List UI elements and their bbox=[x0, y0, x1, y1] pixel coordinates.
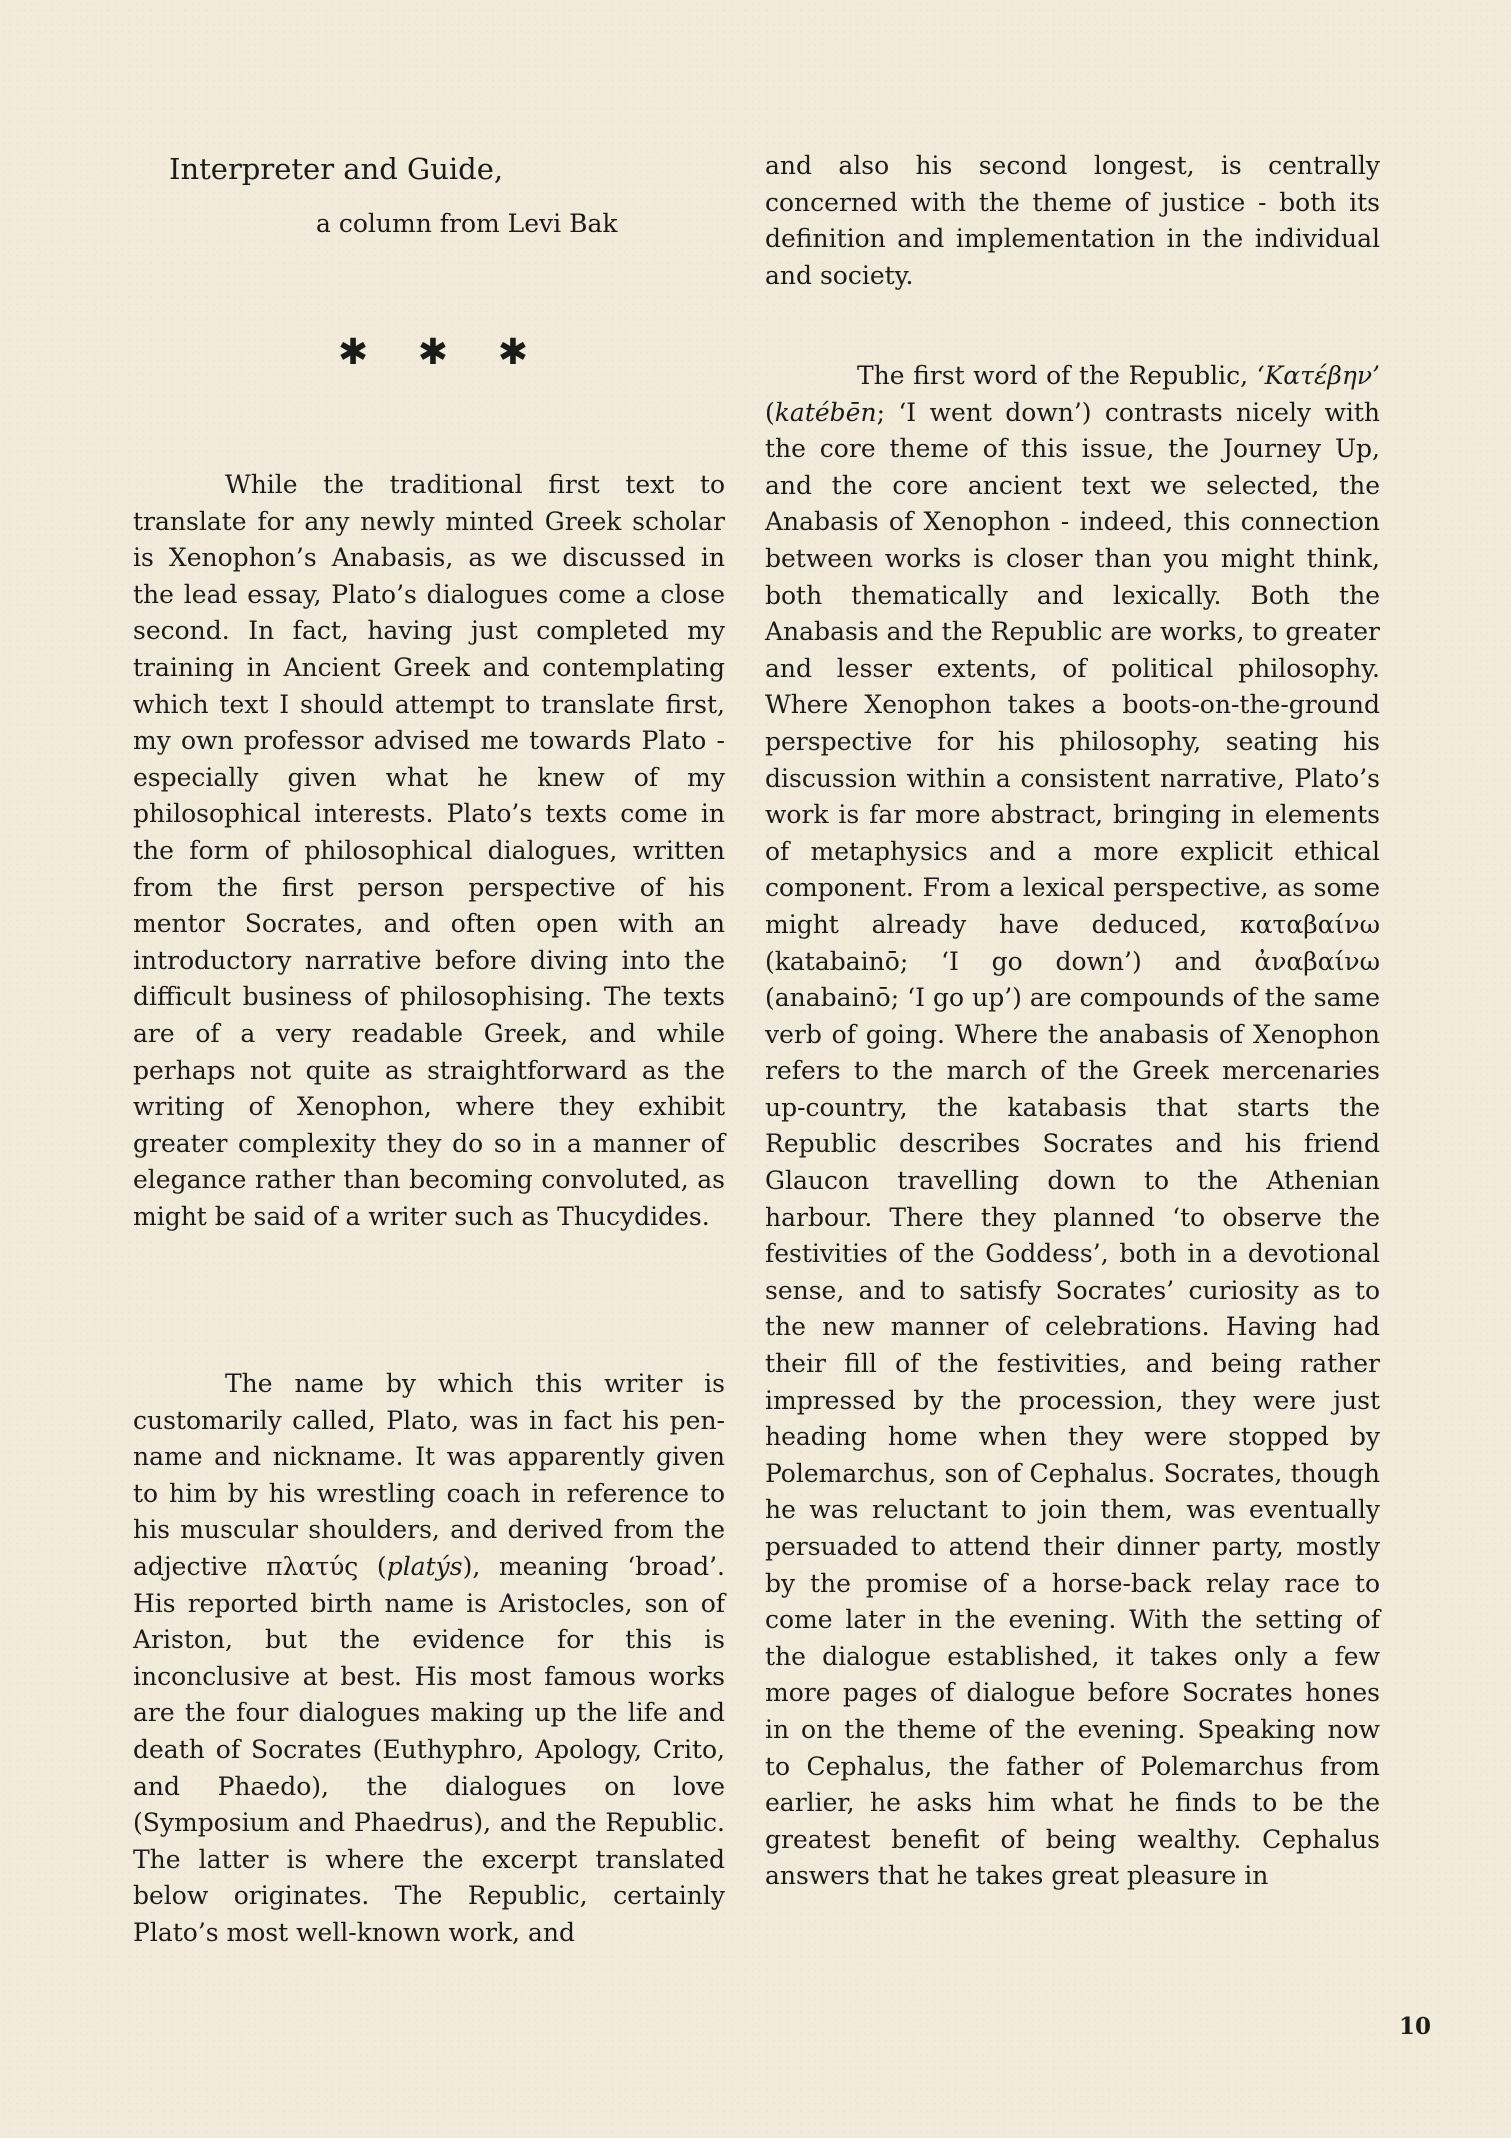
transliteration: platýs bbox=[386, 1551, 463, 1581]
asterism-icon: ✱ bbox=[338, 332, 369, 373]
text-run: ( bbox=[765, 397, 775, 427]
text-run: (katabainō; ‘I go down’) and bbox=[765, 946, 1255, 976]
greek-word: πλατύς bbox=[266, 1551, 359, 1581]
column-byline: a column from Levi Bak bbox=[316, 209, 618, 238]
asterism-icon: ✱ bbox=[497, 332, 528, 373]
asterism-icon: ✱ bbox=[417, 332, 449, 373]
right-paragraph-1: and also his second longest, is centrally concerned with the theme of justice - both its definition and implementation in the individual and society. bbox=[765, 151, 1380, 290]
left-paragraph-2 bbox=[133, 1366, 725, 1952]
text-run: ), meaning ‘broad’. His reported birth name is Aristocles, son of Ariston, but the evidence for this is inconclusive at best. His most famous works are the four dialogues making up the life and death of Socrates (Euthyphro, Apology, Crito, and Phaedo), the dialogues on love (Symposium and Phaedrus), and the Republic. The latter is where the excerpt translated below originates. The Republic, certainly Plato’s most well-known work, and bbox=[133, 1551, 725, 1947]
greek-word: ἀναβαίνω bbox=[1254, 946, 1380, 976]
greek-word: ‘Κατέβην’ bbox=[1256, 361, 1380, 390]
page-number: 10 bbox=[1399, 2013, 1432, 2040]
transliteration: katébēn bbox=[774, 397, 877, 427]
text-run: ( bbox=[358, 1551, 387, 1581]
text-run: (anabainō; ‘I go up’) are compounds of the same verb of going. Where the anabasis of Xenophon refers to the march of the Greek mercenaries up-country, the katabasis that starts the Republic describes Socrates and his friend Glaucon travelling down to the Athenian harbour. There they planned ‘to observe the festivities of the Goddess’, both in a devotional sense, and to satisfy Socrates’ curiosity as to the new manner of celebrations. Having had their fill of the festivities, and being rather impressed by the procession, they were just heading home when they were stopped by Polemarchus, son of Cephalus. Socrates, though he was reluctant to join them, was eventually persuaded to attend their dinner party, mostly by the promise of a horse-back relay race to come later in the evening. With the setting of the dialogue established, it takes only a few more pages of dialogue before Socrates hones in on the theme of the evening. Speaking now to Cephalus, the father of Polemarchus from earlier, he asks him what he finds to be the greatest benefit of being wealthy. Cephalus answers that he takes great pleasure in bbox=[765, 983, 1380, 1891]
text-run: The first word of the Republic, bbox=[857, 361, 1257, 390]
column-title: Interpreter and Guide, bbox=[169, 152, 504, 186]
text-run: The name by which this writer is customarily called, Plato, was in fact his pen-name and nickname. It was apparently given to him by his wrestling coach in reference to his muscular shoulders, and derived from the adjective bbox=[133, 1369, 725, 1581]
left-paragraph-1: While the traditional first text to translate for any newly minted Greek scholar is Xenophon’s Anabasis, as we discussed in the lead essay, Plato’s dialogues come a close second. In fact, having just completed my training in Ancient Greek and contemplating which text I should attempt to translate first, my own professor advised me towards Plato - especially given what he knew of my philosophical interests. Plato’s texts come in the form of philosophical dialogues, written from the first person perspective of his mentor Socrates, and often open with an introductory narrative before diving into the difficult business of philosophising. The texts are of a very readable Greek, and while perhaps not quite as straightforward as the writing of Xenophon, where they exhibit greater complexity they do so in a manner of elegance rather than becoming convoluted, as might be said of a writer such as Thucydides. bbox=[133, 470, 725, 1231]
section-ornament bbox=[338, 332, 528, 373]
text-run: ; ‘I went down’) contrasts nicely with the core theme of this issue, the Journey Up, and the core ancient text we selected, the Anabasis of Xenophon - indeed, this connection between works is closer than you might think, both thematically and lexically. Both the Anabasis and the Republic are works, to greater and lesser extents, of political philosophy. Where Xenophon takes a boots-on-the-ground perspective for his philosophy, seating his discussion within a consistent narrative, Plato’s work is far more abstract, bringing in elements of metaphysics and a more explicit ethical component. From a lexical perspective, as some might already have deduced, bbox=[765, 397, 1380, 939]
right-paragraph-2 bbox=[765, 358, 1380, 1895]
greek-word: καταβαίνω bbox=[1240, 909, 1380, 939]
